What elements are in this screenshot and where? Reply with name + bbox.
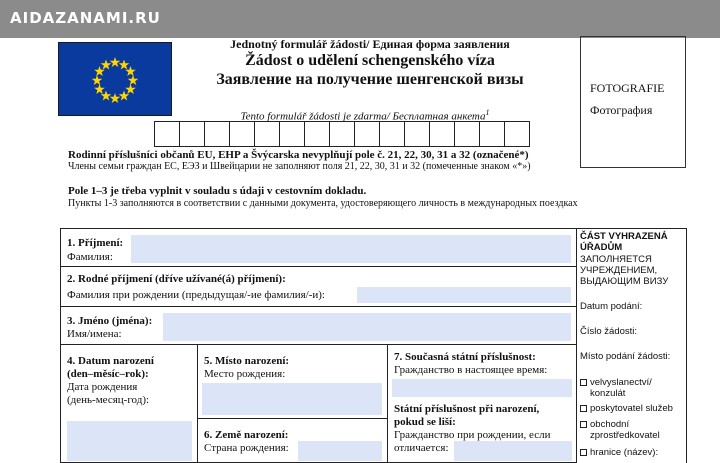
dob-format-label-ru: (день-месяц-год): [67,394,150,406]
form-title-cz: Žádost o udělení schengenského víza [245,52,495,69]
nationality-at-birth-label-ru: Гражданство при рождении, если [394,429,551,441]
field-first-name [61,307,577,345]
place-of-birth-label-ru: Место рождения: [204,368,286,380]
watermark: AIDAZANAMI.RU [10,9,161,27]
box [454,121,480,147]
family-note-ru: Члены семьи граждан ЕС, ЕЭЗ и Швейцарии не заполняют поля 21, 22, 30, 31 и 32 (помеченные знаком «*») [68,161,531,172]
field-birth-surname [61,267,577,307]
nationality-label-ru: Гражданство в настоящее время: [394,364,548,376]
box [254,121,280,147]
footnote-marker: 1 [485,108,490,117]
nationality-at-birth-input[interactable] [454,441,572,461]
box [204,121,230,147]
place-of-birth-label: 5. Místo narození: [204,355,290,367]
checkbox-icon[interactable] [580,421,587,428]
checkbox-icon[interactable] [580,379,587,386]
box [479,121,505,147]
box [504,121,530,147]
photo-label-ru: Фотография [590,103,653,117]
country-of-birth-input[interactable] [298,441,382,461]
box [154,121,180,147]
office-option-embassy-label: velvyslanectví/ [590,377,652,388]
box [329,121,355,147]
office-option-provider[interactable] [580,403,684,414]
field-surname [61,229,577,267]
field-nationality [388,345,577,463]
first-name-label-ru: Имя/имена: [67,328,122,340]
birth-surname-label: 2. Rodné příjmení (dříve užívané(á) příjmení): [67,273,286,285]
nationality-at-birth-label-2: pokud se liší: [394,416,456,428]
fields-note-ru: Пункты 1-3 заполняются в соответствии с данными документа, удостоверяющего личность в международных поездках [68,198,578,209]
place-of-birth-input[interactable] [202,383,382,415]
box [229,121,255,147]
birth-surname-label-ru: Фамилия при рождении (предыдущая/-ие фамилия/-и): [67,289,325,301]
nationality-input[interactable] [392,379,572,397]
field-place-of-birth [198,345,388,419]
country-of-birth-label-ru: Страна рождения: [204,442,289,454]
dob-input[interactable] [67,421,192,461]
birth-surname-input[interactable] [357,287,571,303]
office-option-intermediary-label: obchodní [590,419,630,430]
office-title-ru-1: ЗАПОЛНЯЕТСЯ [580,254,652,265]
family-note-cz: Rodinní příslušníci občanů EU, EHP a Švýcarska nevyplňují pole č. 21, 22, 30, 31 a 32 (označené*) [68,149,529,161]
office-option-intermediary-label-2: zprostředkovatel [590,430,660,441]
box [404,121,430,147]
nationality-label: 7. Současná státní příslušnost: [394,351,536,363]
first-name-label: 3. Jméno (jména): [67,315,153,327]
free-form-note-text: Tento formulář žádosti je zdarma/ Бесплатная анкета [240,110,486,123]
form-title-ru: Заявление на получение шенгенской визы [216,71,524,88]
photo-label-cz: FOTOGRAFIE [590,81,665,95]
office-option-provider-label: poskytovatel služeb [590,403,673,414]
office-number-label: Číslo žádosti: [580,326,638,337]
checkbox-icon[interactable] [580,449,587,456]
office-title-cz-2: ÚŘADŮM [580,242,623,253]
application-form [60,228,577,463]
site-banner [0,0,720,38]
nationality-at-birth-label: Státní příslušnost při narození, [394,403,540,415]
dob-label: 4. Datum narození [67,355,154,367]
surname-label-ru: Фамилия: [67,251,113,263]
office-option-embassy[interactable] [580,377,684,388]
office-title-cz-1: ČÁST VYHRAZENÁ [580,231,668,242]
office-place-label: Místo podání žádosti: [580,351,671,362]
nationality-at-birth-label-ru-2: отличается: [394,442,449,454]
surname-label: 1. Příjmení: [67,237,124,249]
office-option-embassy-label-2: konzulát [590,388,626,399]
office-use-column [576,228,687,463]
box [179,121,205,147]
country-of-birth-label: 6. Země narození: [204,429,289,441]
fields-note-cz: Pole 1–3 je třeba vyplnit v souladu s údaji v cestovním dokladu. [68,185,367,197]
office-title-ru-3: ВЫДАЮЩИМ ВИЗУ [580,276,669,287]
dob-label-ru: Дата рождения [67,381,138,393]
eu-flag-icon [58,42,172,116]
field-country-of-birth [198,419,388,463]
field-date-of-birth [61,345,198,463]
form-title-bilingual: Jednotný formulář žádosti/ Единая форма заявления [230,37,510,51]
office-title-ru-2: УЧРЕЖДЕНИЕМ, [580,265,658,276]
box [354,121,380,147]
surname-input[interactable] [131,235,571,263]
office-option-intermediary[interactable] [580,419,684,430]
first-name-input[interactable] [163,313,571,341]
barcode-boxes [155,121,530,147]
office-option-border[interactable] [580,447,684,458]
box [304,121,330,147]
checkbox-icon[interactable] [580,405,587,412]
box [279,121,305,147]
photo-box [580,36,686,168]
dob-format-label: (den–měsíc–rok): [67,368,149,380]
office-option-border-label: hranice (název): [590,447,659,458]
office-date-label: Datum podání: [580,301,643,312]
box [379,121,405,147]
box [429,121,455,147]
